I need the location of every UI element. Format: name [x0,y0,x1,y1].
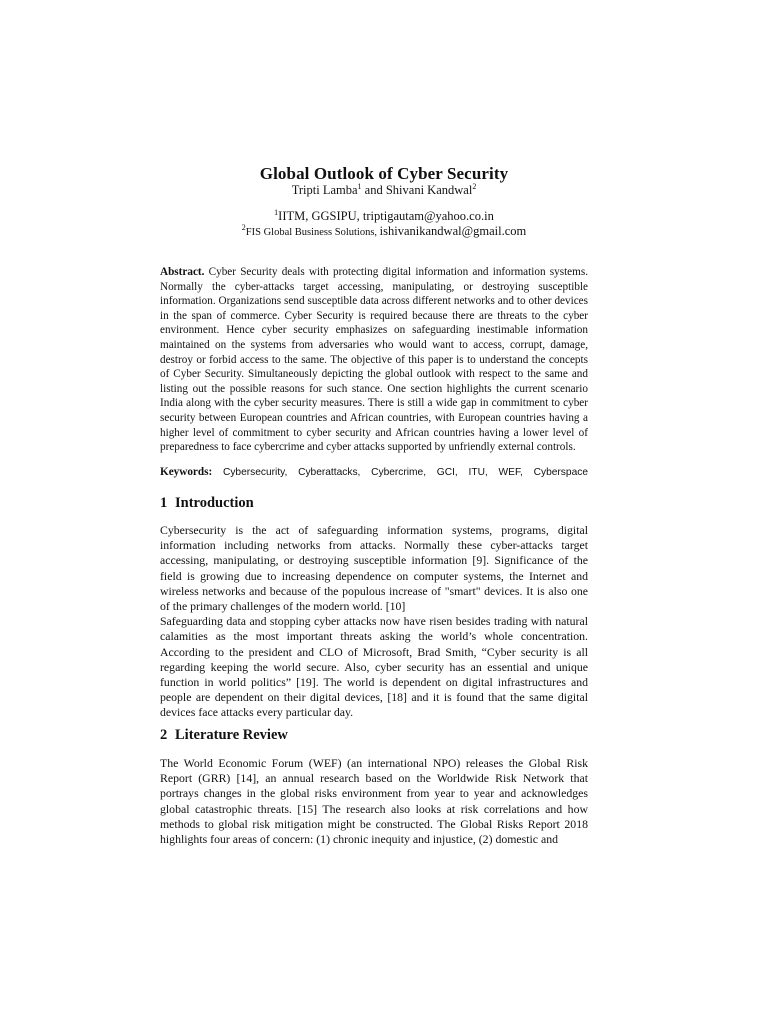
paragraph: The World Economic Forum (WEF) (an international NPO) releases the Global Risk Report (GRR) [14], an annual research based on the Worldwide Risk Network that portrays changes in the global risks environment from year to year and acknowledges global catastrophic threats. [15] The research also looks at risk correlations and how methods to global risk mitigation might be constructed. The Global Risks Report 2018 highlights four areas of concern: (1) chronic inequity and injustice, (2) domestic and [160,756,588,847]
affiliation-org: IITM, GGSIPU, [278,209,363,223]
keywords-label: Keywords: [160,466,213,478]
section-heading-introduction [160,495,588,512]
section-body-literature-review [160,756,588,847]
author-name: Shivani Kandwal [385,183,473,197]
abstract [160,265,588,455]
section-number: 2 [160,727,168,743]
paper-title: Global Outlook of Cyber Security [259,164,509,183]
paragraph: Cybersecurity is the act of safeguarding information systems, programs, digital information including networks from attacks. Normally these cyber-attacks target accessing, manipulating, or destroying susceptible information [9]. Significance of the field is growing due to increasing dependence on computer systems, the Internet and wireless networks and because of the populous increase of "smart" devices. It is also one of the primary challenges of the modern world. [10] [160,523,588,614]
affiliation-mark: 1 [274,207,279,217]
affiliation-mark: 2 [241,222,246,232]
section-title: Literature Review [175,727,288,743]
affiliation-email[interactable]: ishivanikandwal@gmail.com [379,224,527,238]
author-affiliation-mark: 2 [472,181,477,191]
author-affiliation-mark: 1 [357,181,362,191]
section-body-introduction [160,523,588,721]
section-heading-literature-review [160,727,588,744]
affiliation-email[interactable]: triptigautam@yahoo.co.in [362,209,494,223]
affiliation-line [0,224,768,239]
author-line [0,183,768,198]
keywords-text: Cybersecurity, Cyberattacks, Cybercrime, GCI, ITU, WEF, Cyberspace [212,467,588,478]
section-title: Introduction [175,495,254,511]
keywords [160,465,588,481]
abstract-text: Cyber Security deals with protecting digital information and information systems. Normally the cyber-attacks target accessing, manipulating, or destroying susceptible information. Organizations send susceptible data across different networks and to other devices in the span of commerce. Cyber Security is required because there are threats to the cyber environment. Hence cyber security emphasizes on safeguarding inestimable information maintained on the systems from adversaries who would want to access, corrupt, damage, destroy or forbid access to the same. The objective of this paper is to understand the concepts of Cyber Security. Simultaneously depicting the global outlook with respect to the same and listing out the possible reasons for such stance. One section highlights the current scenario India along with the cyber security measures. There is still a wide gap in commitment to cyber security between European countries and African countries, with European countries having a higher level of commitment to cyber security and African countries having a lower level of preparedness to face cybercrime and cyber attacks supported by unfriendly external controls. [160,266,588,454]
section-number: 1 [160,495,168,511]
paragraph: Safeguarding data and stopping cyber attacks now have risen besides trading with natural calamities as the most important threats asking the world’s whole concentration. According to the president and CLO of Microsoft, Brad Smith, “Cyber security is all regarding keeping the world secure. Also, cyber security has an essential and unique function in world politics” [19]. The world is dependent on digital infrastructures and people are dependent on their digital devices, [18] and it is found that the same digital devices face attacks every particular day. [160,614,588,720]
abstract-label: Abstract. [160,266,205,278]
affiliation-line [0,209,768,224]
author-conjunction: and [361,183,386,197]
author-name: Tripti Lamba [291,183,358,197]
affiliation-org: FIS Global Business Solutions, [245,227,380,238]
